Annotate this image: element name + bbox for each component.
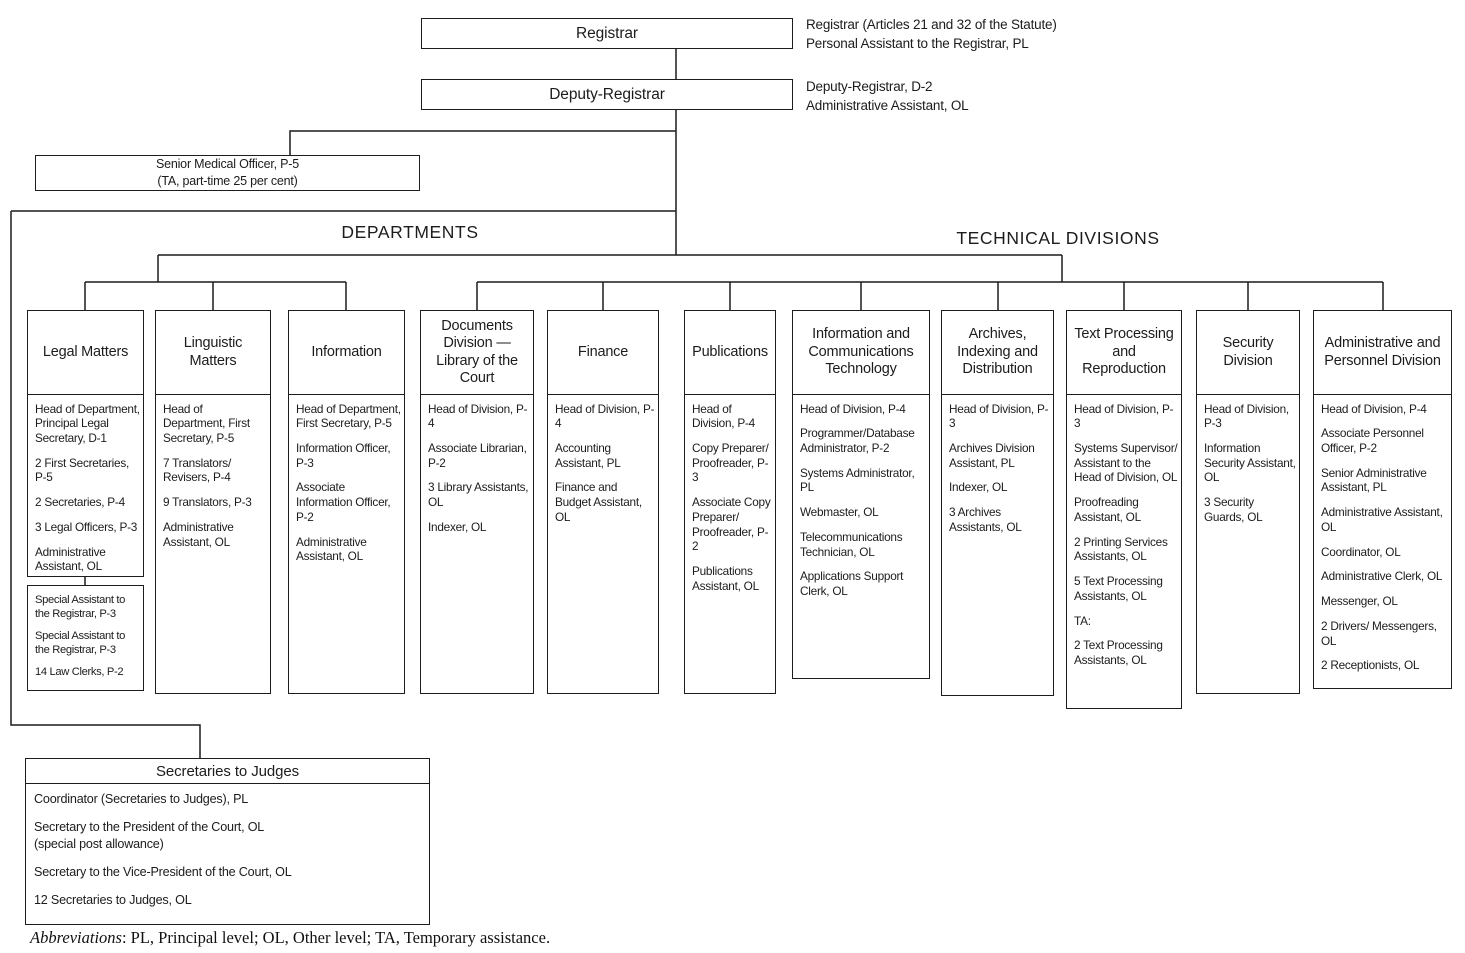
division-column bbox=[27, 310, 144, 691]
division-staff-list bbox=[1196, 394, 1300, 694]
staff-item: 2 First Secretaries, P-5 bbox=[35, 455, 129, 485]
staff-item: Publications Assistant, OL bbox=[692, 564, 759, 593]
staff-item: 3 Legal Officers, P-3 bbox=[35, 519, 138, 534]
annotation-line: Deputy-Registrar, D-2 bbox=[806, 79, 933, 94]
staff-item: Finance and Budget Assistant, OL bbox=[555, 480, 642, 524]
secretaries-staff-line: (special post allowance) bbox=[34, 837, 164, 851]
staff-item: 2 Drivers/ Messengers, OL bbox=[1321, 618, 1437, 648]
staff-item: Head of Department, Principal Legal Secretary, D-1 bbox=[35, 401, 140, 445]
abbreviations-note bbox=[30, 928, 550, 948]
division-title: Information and Communications Technology bbox=[792, 310, 930, 395]
deputy-registrar-annotation bbox=[806, 77, 968, 115]
staff-item: Administrative Assistant, OL bbox=[35, 544, 106, 574]
staff-item: Accounting Assistant, PL bbox=[555, 440, 621, 470]
staff-item: Telecommunications Technician, OL bbox=[800, 529, 903, 559]
staff-item: 2 Printing Services Assistants, OL bbox=[1074, 534, 1168, 564]
departments-header: DEPARTMENTS bbox=[341, 222, 479, 242]
division-title: Archives, Indexing and Distribution bbox=[941, 310, 1054, 395]
staff-item: Indexer, OL bbox=[428, 519, 487, 534]
division-title: Security Division bbox=[1196, 310, 1300, 395]
division-staff-list bbox=[155, 394, 271, 694]
staff-item: 2 Text Processing Assistants, OL bbox=[1074, 638, 1163, 668]
division-title: Publications bbox=[684, 310, 776, 395]
division-column bbox=[288, 310, 405, 694]
division-column bbox=[155, 310, 271, 694]
staff-item: Associate Copy Preparer/ Proofreader, P-2 bbox=[692, 495, 771, 554]
technical-divisions-header: TECHNICAL DIVISIONS bbox=[956, 228, 1160, 248]
staff-item: Administrative Assistant, OL bbox=[163, 519, 234, 549]
staff-item: Systems Administrator, PL bbox=[800, 465, 915, 495]
division-column bbox=[792, 310, 930, 679]
secretaries-staff-line: Coordinator (Secretaries to Judges), PL bbox=[34, 792, 249, 806]
staff-item: Information Officer, P-3 bbox=[296, 440, 391, 470]
staff-item: Applications Support Clerk, OL bbox=[800, 569, 904, 599]
division-staff-list-secondary bbox=[27, 585, 144, 691]
staff-item: Archives Division Assistant, PL bbox=[949, 440, 1035, 470]
medical-officer-line: Senior Medical Officer, P-5 bbox=[155, 157, 300, 171]
secretaries-to-judges-box bbox=[25, 758, 430, 925]
staff-item: Webmaster, OL bbox=[800, 505, 879, 520]
deputy-registrar-label: Deputy-Registrar bbox=[549, 85, 665, 103]
staff-item: Head of Division, P-4 bbox=[555, 401, 655, 431]
staff-item: 3 Library Assistants, OL bbox=[428, 480, 529, 510]
staff-item: 9 Translators, P-3 bbox=[163, 495, 252, 510]
staff-item: Special Assistant to the Registrar, P-3 bbox=[35, 629, 126, 656]
staff-item: Information Security Assistant, OL bbox=[1204, 440, 1296, 485]
staff-item: 7 Translators/ Revisers, P-4 bbox=[163, 455, 231, 485]
division-staff-list bbox=[684, 394, 776, 694]
staff-item: TA: bbox=[1074, 613, 1091, 628]
staff-item: Head of Department, First Secretary, P-5 bbox=[163, 401, 250, 445]
division-title: Information bbox=[288, 310, 405, 395]
staff-item: Messenger, OL bbox=[1321, 594, 1398, 609]
annotation-line: Personal Assistant to the Registrar, PL bbox=[806, 36, 1029, 51]
division-column bbox=[547, 310, 659, 694]
staff-item: Head of Department, First Secretary, P-5 bbox=[296, 401, 401, 431]
staff-item: Programmer/Database Administrator, P-2 bbox=[800, 426, 915, 455]
division-title: Documents Division — Library of the Court bbox=[420, 310, 534, 395]
staff-item: Administrative Clerk, OL bbox=[1321, 569, 1443, 584]
staff-item: 14 Law Clerks, P-2 bbox=[35, 665, 124, 678]
abbreviations-text: : PL, Principal level; OL, Other level; TA, Temporary assistance. bbox=[121, 928, 551, 947]
division-staff-list bbox=[1066, 394, 1182, 709]
division-title: Finance bbox=[547, 310, 659, 395]
division-staff-list bbox=[792, 394, 930, 679]
abbreviations-label: Abbreviations bbox=[30, 928, 122, 947]
division-column bbox=[684, 310, 776, 694]
registrar-label: Registrar bbox=[576, 24, 638, 42]
staff-item: Head of Division, P-4 bbox=[428, 401, 528, 431]
staff-item: Senior Administrative Assistant, PL bbox=[1321, 465, 1427, 495]
staff-item: Coordinator, OL bbox=[1321, 544, 1401, 559]
division-staff-list bbox=[547, 394, 659, 694]
staff-item: Head of Division, P-3 bbox=[1204, 401, 1289, 431]
division-staff-list bbox=[1313, 394, 1452, 689]
staff-item: Head of Division, P-4 bbox=[800, 401, 906, 416]
staff-item: Indexer, OL bbox=[949, 480, 1008, 495]
staff-item: Special Assistant to the Registrar, P-3 bbox=[35, 593, 126, 620]
division-column bbox=[1313, 310, 1452, 689]
secretaries-staff-item bbox=[34, 864, 421, 881]
staff-item: Head of Division, P-4 bbox=[1321, 401, 1427, 416]
staff-item: 2 Receptionists, OL bbox=[1321, 658, 1420, 673]
secretaries-staff-item bbox=[34, 791, 421, 808]
secretaries-staff-item bbox=[34, 819, 421, 853]
staff-item: Copy Preparer/ Proofreader, P-3 bbox=[692, 440, 769, 485]
division-column bbox=[941, 310, 1054, 696]
division-staff-list bbox=[288, 394, 405, 694]
registrar-box bbox=[421, 18, 793, 49]
secretaries-staff-item bbox=[34, 892, 421, 909]
deputy-registrar-box bbox=[421, 79, 793, 110]
staff-item: Associate Information Officer, P-2 bbox=[296, 480, 391, 524]
division-staff-list bbox=[420, 394, 534, 694]
division-column bbox=[1066, 310, 1182, 709]
staff-item: 2 Secretaries, P-4 bbox=[35, 495, 125, 510]
staff-item: Head of Division, P-3 bbox=[949, 401, 1049, 431]
staff-item: Administrative Assistant, OL bbox=[296, 534, 367, 564]
staff-item: Administrative Assistant, OL bbox=[1321, 505, 1443, 534]
staff-item: 3 Security Guards, OL bbox=[1204, 495, 1263, 524]
registrar-annotation bbox=[806, 15, 1057, 53]
staff-item: Head of Division, P-4 bbox=[692, 401, 755, 431]
medical-officer-box bbox=[35, 155, 420, 191]
division-title: Legal Matters bbox=[27, 310, 144, 395]
secretaries-staff-line: 12 Secretaries to Judges, OL bbox=[34, 893, 192, 907]
staff-item: Head of Division, P-3 bbox=[1074, 401, 1174, 431]
division-staff-list bbox=[27, 394, 144, 577]
division-column bbox=[1196, 310, 1300, 694]
division-title: Linguistic Matters bbox=[155, 310, 271, 395]
annotation-line: Administrative Assistant, OL bbox=[806, 98, 969, 113]
division-title: Administrative and Personnel Division bbox=[1313, 310, 1452, 395]
staff-item: 3 Archives Assistants, OL bbox=[949, 505, 1022, 534]
division-column bbox=[420, 310, 534, 694]
secretaries-staff-line: Secretary to the Vice-President of the Court, OL bbox=[34, 865, 292, 879]
medical-officer-line: (TA, part-time 25 per cent) bbox=[157, 174, 298, 188]
secretaries-title: Secretaries to Judges bbox=[26, 759, 429, 784]
division-staff-list bbox=[941, 394, 1054, 696]
staff-item: 5 Text Processing Assistants, OL bbox=[1074, 574, 1163, 603]
division-title: Text Processing and Reproduction bbox=[1066, 310, 1182, 395]
secretaries-staff-list bbox=[26, 784, 429, 924]
staff-item: Associate Personnel Officer, P-2 bbox=[1321, 426, 1424, 455]
staff-item: Associate Librarian, P-2 bbox=[428, 440, 527, 470]
staff-item: Proofreading Assistant, OL bbox=[1074, 495, 1141, 524]
annotation-line: Registrar (Articles 21 and 32 of the Statute) bbox=[806, 17, 1057, 32]
secretaries-staff-line: Secretary to the President of the Court, OL bbox=[34, 820, 265, 834]
staff-item: Systems Supervisor/ Assistant to the Head of Division, OL bbox=[1074, 440, 1178, 485]
